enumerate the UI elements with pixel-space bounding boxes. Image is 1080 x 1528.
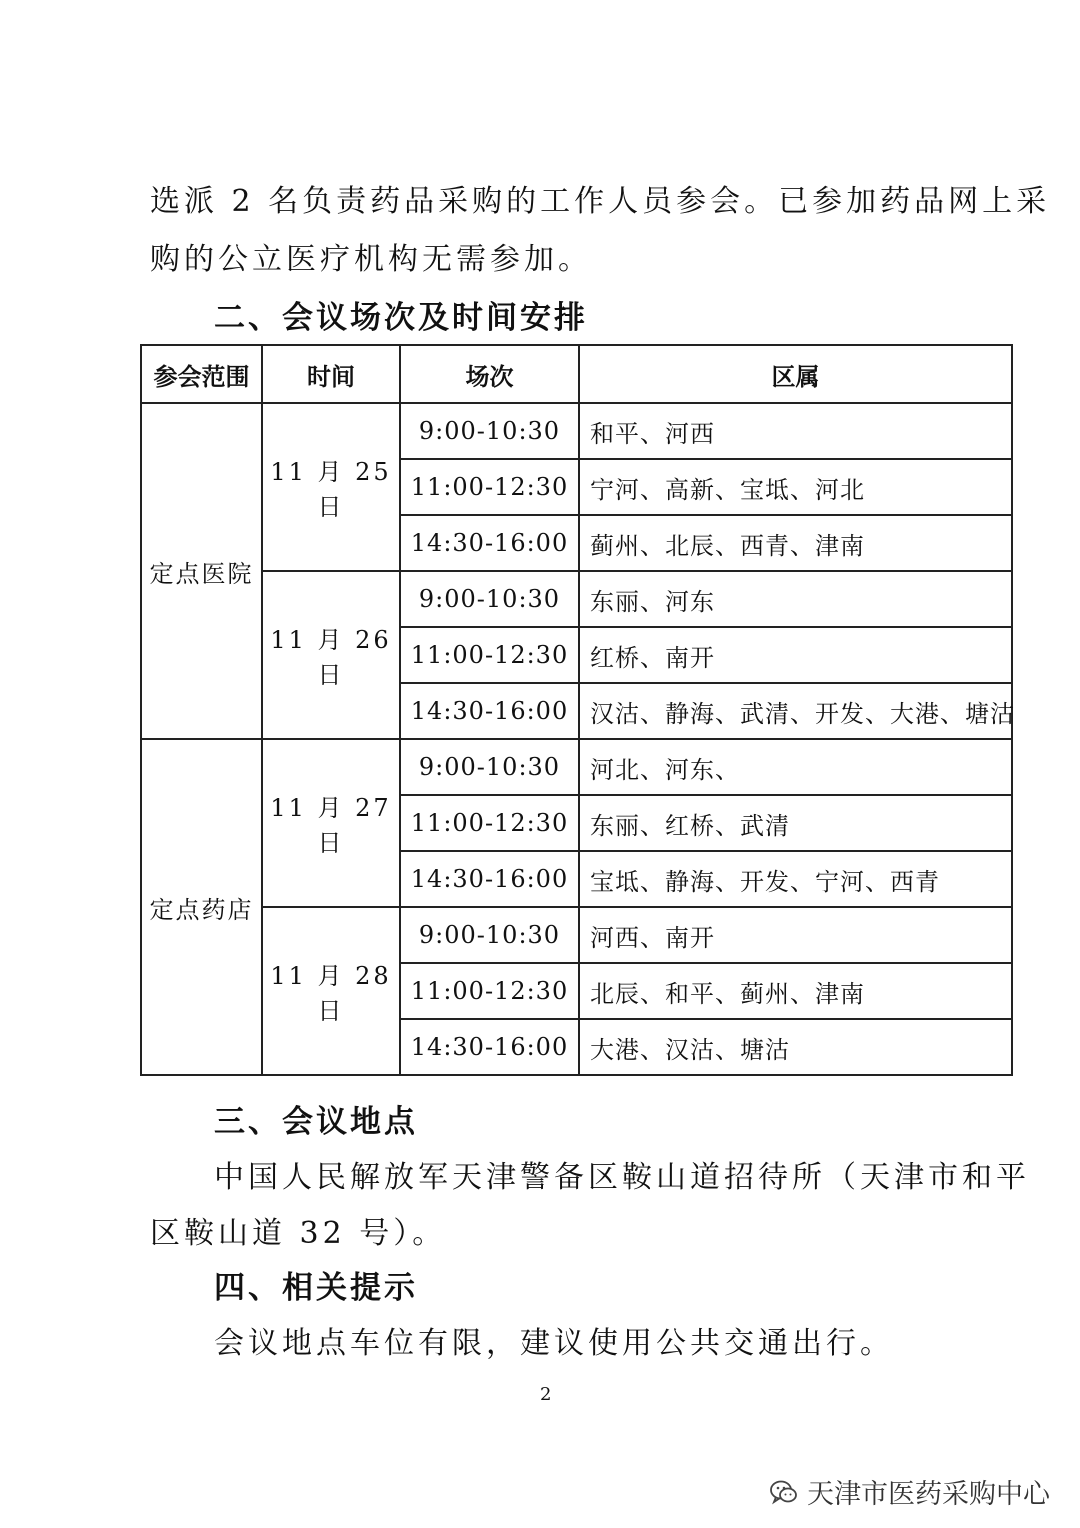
page-number: 2 [540,1384,552,1405]
district-cell: 宝坻、静海、开发、宁河、西青 [579,851,1012,907]
session-cell: 11:00-12:30 [400,963,579,1019]
scope-cell: 定点医院 [141,403,262,739]
session-cell: 11:00-12:30 [400,795,579,851]
wechat-icon [769,1477,799,1507]
session-cell: 9:00-10:30 [400,403,579,459]
session-cell: 9:00-10:30 [400,739,579,795]
intro-line-2: 购的公立医疗机构无需参加。 [150,242,592,277]
district-cell: 河北、河东、 [579,739,1012,795]
district-cell: 和平、河西 [579,403,1012,459]
table-row [141,739,1012,795]
date-cell: 11 月 28 日 [262,907,400,1075]
session-cell: 14:30-16:00 [400,1019,579,1075]
section-2-title: 二、会议场次及时间安排 [214,300,588,336]
schedule-table [140,344,1013,1076]
table-row [141,907,1012,963]
watermark [769,1472,1050,1511]
district-cell: 汉沽、静海、武清、开发、大港、塘沽 [579,683,1012,739]
table-header-row [141,345,1012,403]
district-cell: 红桥、南开 [579,627,1012,683]
district-cell: 河西、南开 [579,907,1012,963]
intro-line-1: 选派 2 名负责药品采购的工作人员参会。已参加药品网上采 [150,184,1051,219]
district-cell: 东丽、河东 [579,571,1012,627]
session-cell: 11:00-12:30 [400,459,579,515]
venue-line-1: 中国人民解放军天津警备区鞍山道招待所（天津市和平 [214,1160,1030,1195]
table-row [141,571,1012,627]
header-session: 场次 [400,345,579,403]
tip-line-1: 会议地点车位有限，建议使用公共交通出行。 [214,1326,894,1361]
district-cell: 蓟州、北辰、西青、津南 [579,515,1012,571]
header-time: 时间 [262,345,400,403]
district-cell: 东丽、红桥、武清 [579,795,1012,851]
section-4-title: 四、相关提示 [214,1270,418,1306]
venue-line-2: 区鞍山道 32 号）。 [150,1216,447,1251]
table-row [141,403,1012,459]
header-district: 区属 [579,345,1012,403]
session-cell: 14:30-16:00 [400,683,579,739]
date-cell: 11 月 26 日 [262,571,400,739]
district-cell: 宁河、高新、宝坻、河北 [579,459,1012,515]
session-cell: 9:00-10:30 [400,571,579,627]
session-cell: 14:30-16:00 [400,851,579,907]
session-cell: 9:00-10:30 [400,907,579,963]
district-cell: 北辰、和平、蓟州、津南 [579,963,1012,1019]
date-cell: 11 月 27 日 [262,739,400,907]
session-cell: 14:30-16:00 [400,515,579,571]
date-cell: 11 月 25 日 [262,403,400,571]
section-3-title: 三、会议地点 [214,1104,418,1140]
header-scope: 参会范围 [141,345,262,403]
session-cell: 11:00-12:30 [400,627,579,683]
scope-cell: 定点药店 [141,739,262,1075]
district-cell: 大港、汉沽、塘沽 [579,1019,1012,1075]
watermark-text: 天津市医药采购中心 [807,1479,1050,1510]
